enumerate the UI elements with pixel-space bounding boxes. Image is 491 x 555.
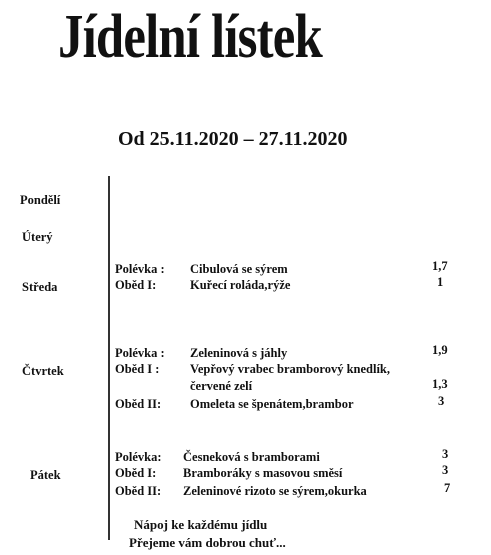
thu-lunch1-allergens: 1,3 xyxy=(432,377,448,391)
menu-title: Jídelní lístek xyxy=(58,3,322,71)
thu-soup-allergens: 1,9 xyxy=(432,343,448,357)
fri-lunch2-label: Oběd II: xyxy=(115,484,162,498)
fri-soup-label: Polévka: xyxy=(115,450,162,464)
day-thursday: Čtvrtek xyxy=(22,364,64,378)
thu-soup-label: Polévka : xyxy=(115,346,165,360)
day-friday: Pátek xyxy=(30,468,61,482)
thu-soup: Zeleninová s jáhly xyxy=(190,346,288,360)
footer-drink-note: Nápoj ke každému jídlu xyxy=(134,517,268,532)
fri-soup-allergens: 3 xyxy=(442,447,449,461)
fri-lunch1-allergens: 3 xyxy=(442,463,449,477)
wed-lunch1-allergens: 1 xyxy=(437,275,444,289)
wed-lunch1: Kuřecí roláda,rýže xyxy=(190,278,291,292)
fri-lunch2: Zeleninové rizoto se sýrem,okurka xyxy=(183,484,367,498)
thu-lunch2: Omeleta se špenátem,brambor xyxy=(190,397,354,411)
wed-soup-allergens: 1,7 xyxy=(432,259,448,273)
fri-soup: Česneková s bramborami xyxy=(183,450,320,464)
fri-lunch1: Bramboráky s masovou směsí xyxy=(183,466,343,480)
thu-lunch2-label: Oběd II: xyxy=(115,397,162,411)
thu-lunch2-allergens: 3 xyxy=(438,394,445,408)
thu-lunch1-line2: červené zelí xyxy=(190,379,253,393)
day-wednesday: Středa xyxy=(22,280,58,294)
day-monday: Pondělí xyxy=(20,193,61,207)
fri-lunch2-allergens: 7 xyxy=(444,481,451,495)
day-tuesday: Úterý xyxy=(22,230,53,244)
fri-lunch1-label: Oběd I: xyxy=(115,466,157,480)
wed-soup: Cibulová se sýrem xyxy=(190,262,288,276)
thu-lunch1-label: Oběd I : xyxy=(115,362,160,376)
footer-greeting: Přejeme vám dobrou chuť... xyxy=(129,535,286,550)
vertical-divider xyxy=(108,176,110,540)
wed-lunch1-label: Oběd I: xyxy=(115,278,157,292)
wed-soup-label: Polévka : xyxy=(115,262,165,276)
thu-lunch1-line1: Vepřový vrabec bramborový knedlík, xyxy=(190,362,391,376)
date-range: Od 25.11.2020 – 27.11.2020 xyxy=(118,128,348,150)
